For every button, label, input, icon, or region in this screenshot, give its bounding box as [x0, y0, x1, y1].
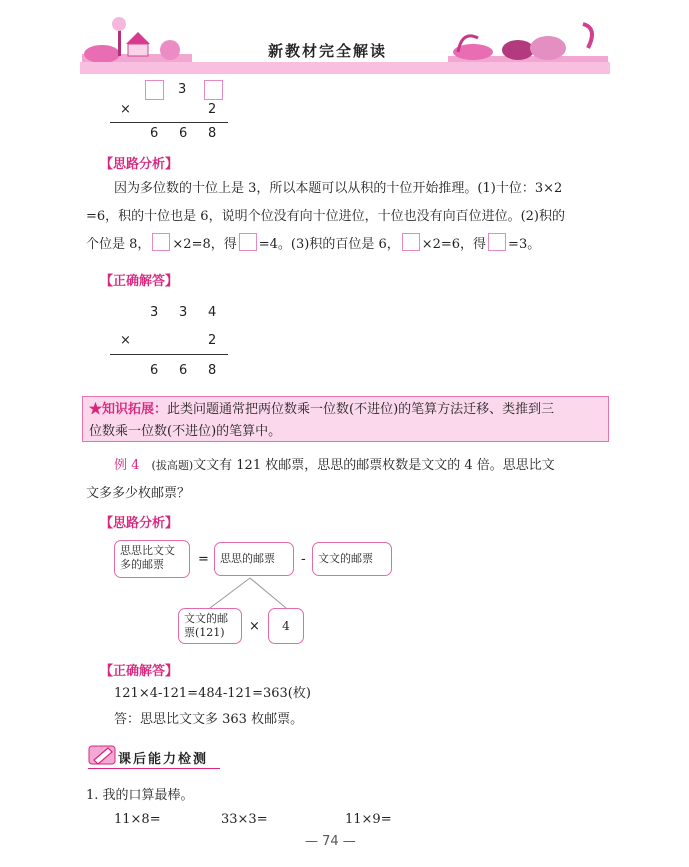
analysis-line-2: =6，积的十位也是 6，说明个位没有向十位进位，十位也没有向百位进位。(2)积的	[86, 209, 565, 224]
analysis-heading: 【思路分析】	[100, 157, 179, 172]
knowledge-label: ★知识拓展：	[89, 402, 168, 417]
header-title: 新教材完全解读	[268, 42, 388, 60]
analysis-heading: 【思路分析】	[100, 516, 179, 531]
answer-heading: 【正确解答】	[100, 274, 179, 289]
practice-item: 11×8=	[114, 812, 161, 827]
example-label: 例 4	[114, 458, 140, 473]
diagram-box-wenwen-121: 文文的邮票(121)	[178, 608, 242, 644]
problem-product-digit: 6	[179, 126, 188, 141]
diagram-box-four: 4	[268, 608, 304, 644]
answer-multiplier: 2	[208, 333, 217, 348]
analysis-line-1: 因为多位数的十位上是 3，所以本题可以从积的十位开始推理。(1)十位：3×2	[114, 181, 563, 196]
problem-multiplier: 2	[208, 102, 217, 117]
diagram-box-sisi-stamps: 思思的邮票	[214, 542, 294, 576]
answer-top-digit: 4	[208, 305, 217, 320]
diagram-minus-sign: -	[301, 552, 306, 567]
answer-heading: 【正确解答】	[100, 664, 179, 679]
analysis-line-3b: ×2=8，得	[172, 237, 237, 252]
answer-top-digit: 3	[150, 305, 159, 320]
problem-product-digit: 6	[150, 126, 159, 141]
answer-product-digit: 8	[208, 363, 217, 378]
analysis-line-3c: =4。(3)积的百位是 6，	[258, 237, 400, 252]
problem-top-mid: 3	[178, 82, 187, 97]
analysis-line-3e: =3。	[508, 237, 541, 252]
analysis-line-3a: 个位是 8，	[86, 237, 151, 252]
diagram-box-difference: 思思比文文多的邮票	[114, 540, 190, 578]
answer-top-digit: 3	[179, 305, 188, 320]
practice-question-1: 1. 我的口算最棒。	[86, 788, 194, 803]
practice-title-underline	[88, 768, 220, 769]
practice-item: 11×9=	[345, 812, 392, 827]
knowledge-line-2: 位数乘一位数(不进位)的笔算中。	[89, 424, 282, 439]
page-number: — 74 —	[305, 834, 356, 849]
example-line-2: 文多多少枚邮票？	[86, 486, 191, 501]
answer-formula: 121×4-121=484-121=363(枚)	[114, 686, 311, 701]
practice-item: 33×3=	[221, 812, 268, 827]
diagram-times-sign: ×	[249, 619, 260, 634]
answer-product-digit: 6	[150, 363, 159, 378]
example-tag: (拔高题)	[151, 459, 194, 472]
diagram-box-wenwen-stamps: 文文的邮票	[312, 542, 392, 576]
problem-product-digit: 8	[208, 126, 217, 141]
example-line-1: 文文有 121 枚邮票，思思的邮票枚数是文文的 4 倍。思思比文	[193, 458, 555, 473]
answer-times-sign: ×	[120, 333, 131, 348]
practice-title: 课后能力检测	[118, 752, 209, 767]
knowledge-line-1: 此类问题通常把两位数乘一位数(不进位)的笔算方法迁移、类推到三	[167, 402, 555, 417]
diagram-equals-sign: =	[198, 552, 209, 567]
answer-product-digit: 6	[179, 363, 188, 378]
answer-response: 答：思思比文文多 363 枚邮票。	[114, 712, 304, 727]
pencil-icon	[88, 742, 118, 766]
problem-times-sign: ×	[120, 102, 131, 117]
analysis-line-3d: ×2=6，得	[421, 237, 487, 252]
